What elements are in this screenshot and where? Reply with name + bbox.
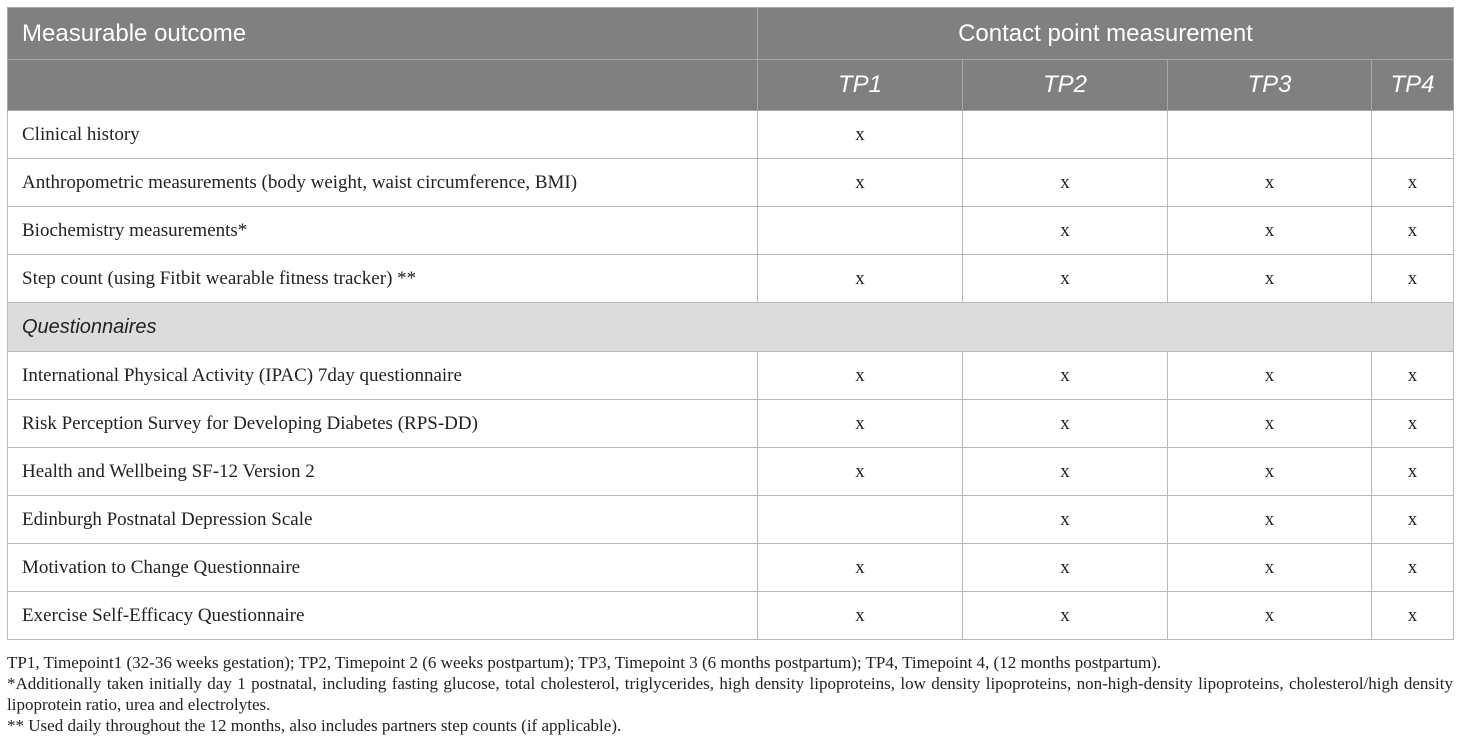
table-row — [8, 448, 1454, 496]
tp2-cell: x — [963, 496, 1168, 544]
tp2-cell: x — [963, 159, 1168, 207]
footnote-step-count: ** Used daily throughout the 12 months, also includes partners step counts (if applicable). — [7, 716, 622, 735]
header-measurable-outcome: Measurable outcome — [8, 8, 758, 60]
footnote-timepoints: TP1, Timepoint1 (32-36 weeks gestation); TP2, Timepoint 2 (6 weeks postpartum); TP3, Timepoint 3 (6 months postpartum); TP4, Timepoint 4, (12 months postpartum). — [7, 653, 1162, 672]
tp4-cell — [1372, 111, 1454, 159]
tp4-cell: x — [1372, 207, 1454, 255]
tp3-cell: x — [1168, 544, 1372, 592]
header-contact-point-measurement: Contact point measurement — [758, 8, 1454, 60]
tp2-cell — [963, 111, 1168, 159]
tp3-cell: x — [1168, 592, 1372, 640]
tp1-cell: x — [758, 592, 963, 640]
tp4-cell: x — [1372, 255, 1454, 303]
tp3-cell: x — [1168, 400, 1372, 448]
tp3-cell: x — [1168, 207, 1372, 255]
table-row — [8, 255, 1454, 303]
section-row — [8, 303, 1454, 352]
tp2-cell: x — [963, 592, 1168, 640]
row-label: Exercise Self-Efficacy Questionnaire — [8, 592, 758, 640]
tp3-cell: x — [1168, 352, 1372, 400]
tp3-cell: x — [1168, 255, 1372, 303]
tp4-cell: x — [1372, 159, 1454, 207]
tp1-cell: x — [758, 111, 963, 159]
section-label-questionnaires: Questionnaires — [8, 303, 1454, 352]
header-blank-cell — [8, 60, 758, 111]
table-container — [7, 7, 1453, 640]
table-row — [8, 352, 1454, 400]
tp2-cell: x — [963, 448, 1168, 496]
table-footnotes — [7, 652, 1453, 736]
tp2-cell: x — [963, 400, 1168, 448]
tp4-cell: x — [1372, 496, 1454, 544]
tp1-cell — [758, 496, 963, 544]
tp1-cell: x — [758, 544, 963, 592]
row-label: Risk Perception Survey for Developing Diabetes (RPS-DD) — [8, 400, 758, 448]
tp2-cell: x — [963, 207, 1168, 255]
row-label: Step count (using Fitbit wearable fitness tracker) ** — [8, 255, 758, 303]
table-row — [8, 207, 1454, 255]
table-body — [8, 111, 1454, 640]
table-row — [8, 544, 1454, 592]
footnote-biochemistry: *Additionally taken initially day 1 postnatal, including fasting glucose, total cholesterol, triglycerides, high density lipoproteins, low density lipoproteins, non-high-density lipoproteins, cholesterol/high density lipoprotein ratio, urea and electrolytes. — [7, 674, 1453, 714]
row-label: International Physical Activity (IPAC) 7day questionnaire — [8, 352, 758, 400]
header-tp3: TP3 — [1168, 60, 1372, 111]
header-tp1: TP1 — [758, 60, 963, 111]
tp2-cell: x — [963, 544, 1168, 592]
tp1-cell — [758, 207, 963, 255]
tp1-cell: x — [758, 448, 963, 496]
tp4-cell: x — [1372, 448, 1454, 496]
tp1-cell: x — [758, 352, 963, 400]
row-label: Biochemistry measurements* — [8, 207, 758, 255]
tp1-cell: x — [758, 255, 963, 303]
tp3-cell: x — [1168, 448, 1372, 496]
table-row — [8, 111, 1454, 159]
tp4-cell: x — [1372, 544, 1454, 592]
tp4-cell: x — [1372, 352, 1454, 400]
tp1-cell: x — [758, 159, 963, 207]
tp4-cell: x — [1372, 400, 1454, 448]
tp2-cell: x — [963, 352, 1168, 400]
row-label: Health and Wellbeing SF-12 Version 2 — [8, 448, 758, 496]
table-row — [8, 400, 1454, 448]
tp4-cell: x — [1372, 592, 1454, 640]
table-row — [8, 496, 1454, 544]
tp3-cell: x — [1168, 159, 1372, 207]
measurement-table — [7, 7, 1454, 640]
table-header — [8, 8, 1454, 111]
row-label: Anthropometric measurements (body weight, waist circumference, BMI) — [8, 159, 758, 207]
row-label: Motivation to Change Questionnaire — [8, 544, 758, 592]
row-label: Edinburgh Postnatal Depression Scale — [8, 496, 758, 544]
tp2-cell: x — [963, 255, 1168, 303]
tp3-cell — [1168, 111, 1372, 159]
row-label: Clinical history — [8, 111, 758, 159]
table-row — [8, 159, 1454, 207]
tp1-cell: x — [758, 400, 963, 448]
tp3-cell: x — [1168, 496, 1372, 544]
header-tp4: TP4 — [1372, 60, 1454, 111]
header-tp2: TP2 — [963, 60, 1168, 111]
table-row — [8, 592, 1454, 640]
